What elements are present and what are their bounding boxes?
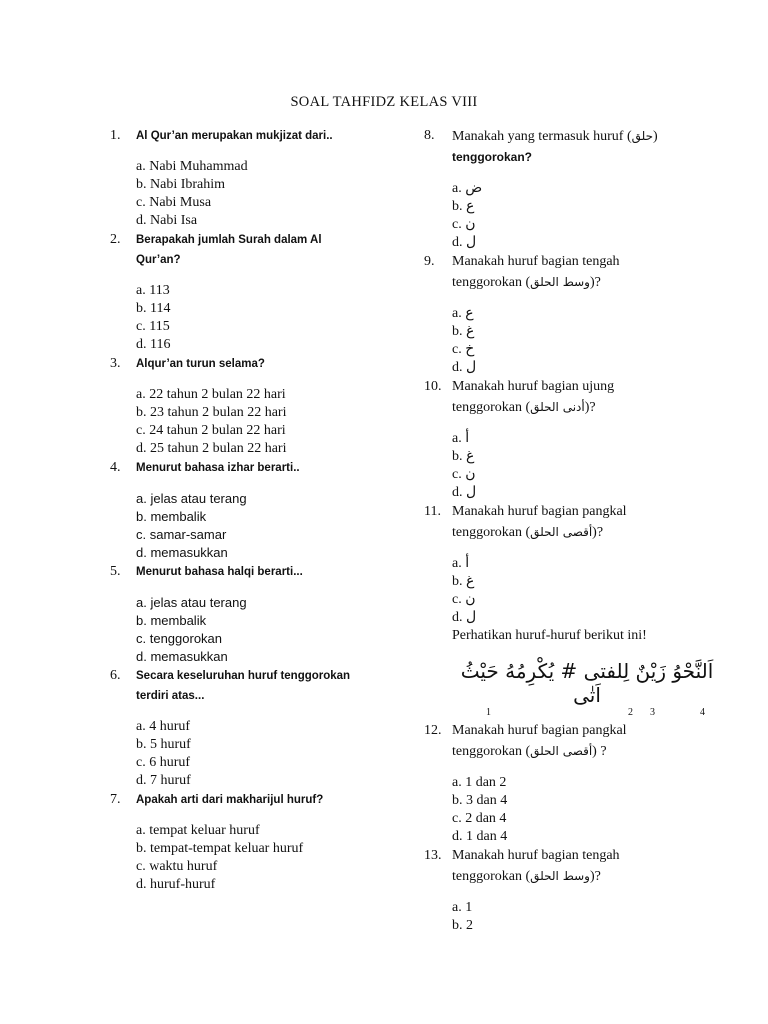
answer-option: a. 113	[136, 283, 170, 298]
question-13	[424, 846, 724, 935]
answer-option: c. 2 dan 4	[452, 811, 507, 826]
answer-option: c. ن	[452, 467, 476, 482]
answer-options	[452, 899, 724, 935]
answer-option: d. ل	[452, 360, 477, 375]
letter-markers	[452, 707, 722, 721]
question-text: Manakah huruf bagian ujung tenggorokan (أدنى الحلق)?	[452, 379, 615, 415]
question-5	[110, 562, 410, 666]
question-number: 1.	[110, 128, 121, 143]
question-number: 4.	[110, 460, 121, 475]
question-6	[110, 666, 410, 790]
answer-options	[452, 774, 724, 846]
answer-option: d. huruf-huruf	[136, 877, 216, 892]
arabic-verse: اَلنَّحْوُ زَيْنٌ لِلفتى # يُكْرِمُهُ حَيْثُ اَتٰى	[460, 659, 714, 707]
marker-3: 3	[650, 707, 655, 718]
question-7	[110, 790, 410, 894]
answer-option: a. ع	[452, 306, 474, 321]
arabic-term: أقصى الحلق	[530, 525, 593, 539]
question-1	[110, 126, 410, 230]
answer-option: a. 4 huruf	[136, 719, 191, 734]
answer-option: c. waktu huruf	[136, 859, 218, 874]
answer-option: c. ن	[452, 217, 476, 232]
question-text: Menurut bahasa halqi berarti...	[136, 566, 303, 578]
arabic-term: أقصى الحلق	[530, 744, 593, 758]
arabic-term: وسط الحلق	[530, 869, 590, 883]
answer-options	[136, 822, 410, 894]
question-12	[424, 721, 724, 846]
question-8	[424, 126, 724, 252]
answer-option: d. Nabi Isa	[136, 213, 198, 228]
question-text: Apakah arti dari makharijul huruf?	[136, 794, 324, 806]
answer-option: b. Nabi Ibrahim	[136, 177, 226, 192]
question-text: Manakah huruf bagian pangkal tenggorokan (أقصى الحلق)?	[452, 504, 627, 540]
question-text: Secara keseluruhan huruf tenggorokan terdiri atas...	[136, 670, 351, 702]
answer-option: b. غ	[452, 574, 475, 589]
question-text: Berapakah jumlah Surah dalam Al Qur’an?	[136, 234, 322, 266]
question-number: 12.	[424, 723, 442, 738]
question-3	[110, 354, 410, 458]
answer-option: c. 115	[136, 319, 170, 334]
question-9	[424, 252, 724, 377]
answer-option: a. ض	[452, 181, 483, 196]
answer-option: d. 7 huruf	[136, 773, 191, 788]
marker-4: 4	[700, 707, 705, 718]
answer-option: c. samar-samar	[136, 527, 227, 542]
answer-option: d. memasukkan	[136, 649, 228, 664]
answer-option: c. ن	[452, 592, 476, 607]
question-text: Manakah yang termasuk huruf (حلق) tenggorokan?	[452, 129, 658, 164]
answer-options	[136, 594, 410, 666]
answer-option: c. Nabi Musa	[136, 195, 212, 210]
answer-options	[136, 158, 410, 230]
answer-option: a. Nabi Muhammad	[136, 159, 248, 174]
answer-option: d. 116	[136, 337, 171, 352]
answer-options	[136, 282, 410, 354]
answer-option: d. 1 dan 4	[452, 829, 508, 844]
answer-option: b. غ	[452, 324, 475, 339]
answer-option: c. 6 huruf	[136, 755, 191, 770]
answer-option: c. خ	[452, 342, 475, 357]
answer-option: a. 1	[452, 900, 473, 915]
question-text: Manakah huruf bagian pangkal tenggorokan (أقصى الحلق) ?	[452, 723, 627, 759]
answer-options	[452, 180, 724, 252]
answer-option: b. 23 tahun 2 bulan 22 hari	[136, 405, 287, 420]
answer-option: a. أ	[452, 556, 470, 571]
question-text: Alqur’an turun selama?	[136, 358, 265, 370]
question-number: 8.	[424, 128, 435, 143]
question-number: 5.	[110, 564, 121, 579]
left-column	[110, 126, 410, 894]
answer-option: a. 1 dan 2	[452, 775, 507, 790]
answer-option: b. 114	[136, 301, 171, 316]
answer-option: d. ل	[452, 235, 477, 250]
marker-1: 1	[486, 707, 491, 718]
question-11	[424, 502, 724, 627]
question-2	[110, 230, 410, 354]
answer-option: d. ل	[452, 485, 477, 500]
question-number: 3.	[110, 356, 121, 371]
answer-options	[452, 430, 724, 502]
answer-option: b. membalik	[136, 509, 207, 524]
question-number: 7.	[110, 792, 121, 807]
answer-option: c. 24 tahun 2 bulan 22 hari	[136, 423, 286, 438]
answer-options	[136, 490, 410, 562]
marker-2: 2	[628, 707, 633, 718]
question-text: Menurut bahasa izhar berarti..	[136, 462, 300, 474]
answer-option: b. 2	[452, 918, 473, 933]
page-title: SOAL TAHFIDZ KELAS VIII	[290, 94, 478, 110]
question-number: 13.	[424, 848, 442, 863]
answer-option: b. membalik	[136, 613, 207, 628]
answer-options	[452, 305, 724, 377]
arabic-term: حلق	[631, 129, 654, 143]
answer-option: a. أ	[452, 431, 470, 446]
answer-option: b. ع	[452, 199, 475, 214]
answer-option: d. ل	[452, 610, 477, 625]
question-number: 10.	[424, 379, 442, 394]
answer-option: b. 3 dan 4	[452, 793, 508, 808]
question-number: 6.	[110, 668, 121, 683]
arabic-term: وسط الحلق	[530, 275, 590, 289]
question-number: 9.	[424, 254, 435, 269]
instruction-note: Perhatikan huruf-huruf berikut ini!	[452, 628, 647, 643]
answer-options	[452, 555, 724, 627]
answer-option: b. 5 huruf	[136, 737, 191, 752]
answer-options	[136, 718, 410, 790]
answer-option: a. tempat keluar huruf	[136, 823, 260, 838]
answer-option: b. غ	[452, 449, 475, 464]
answer-option: a. jelas atau terang	[136, 491, 247, 506]
question-number: 2.	[110, 232, 121, 247]
question-4	[110, 458, 410, 562]
arabic-term: أدنى الحلق	[530, 400, 585, 414]
answer-option: c. tenggorokan	[136, 631, 223, 646]
answer-option: a. 22 tahun 2 bulan 22 hari	[136, 387, 286, 402]
question-10	[424, 377, 724, 502]
answer-option: d. memasukkan	[136, 545, 228, 560]
answer-options	[136, 386, 410, 458]
question-text: Manakah huruf bagian tengah tenggorokan (وسط الحلق)?	[452, 254, 620, 290]
question-number: 11.	[424, 504, 441, 519]
question-text: Manakah huruf bagian tengah tenggorokan (وسط الحلق)?	[452, 848, 620, 884]
answer-option: d. 25 tahun 2 bulan 22 hari	[136, 441, 287, 456]
right-column	[424, 126, 724, 935]
question-text: Al Qur’an merupakan mukjizat dari..	[136, 130, 333, 142]
answer-option: b. tempat-tempat keluar huruf	[136, 841, 304, 856]
answer-option: a. jelas atau terang	[136, 595, 247, 610]
